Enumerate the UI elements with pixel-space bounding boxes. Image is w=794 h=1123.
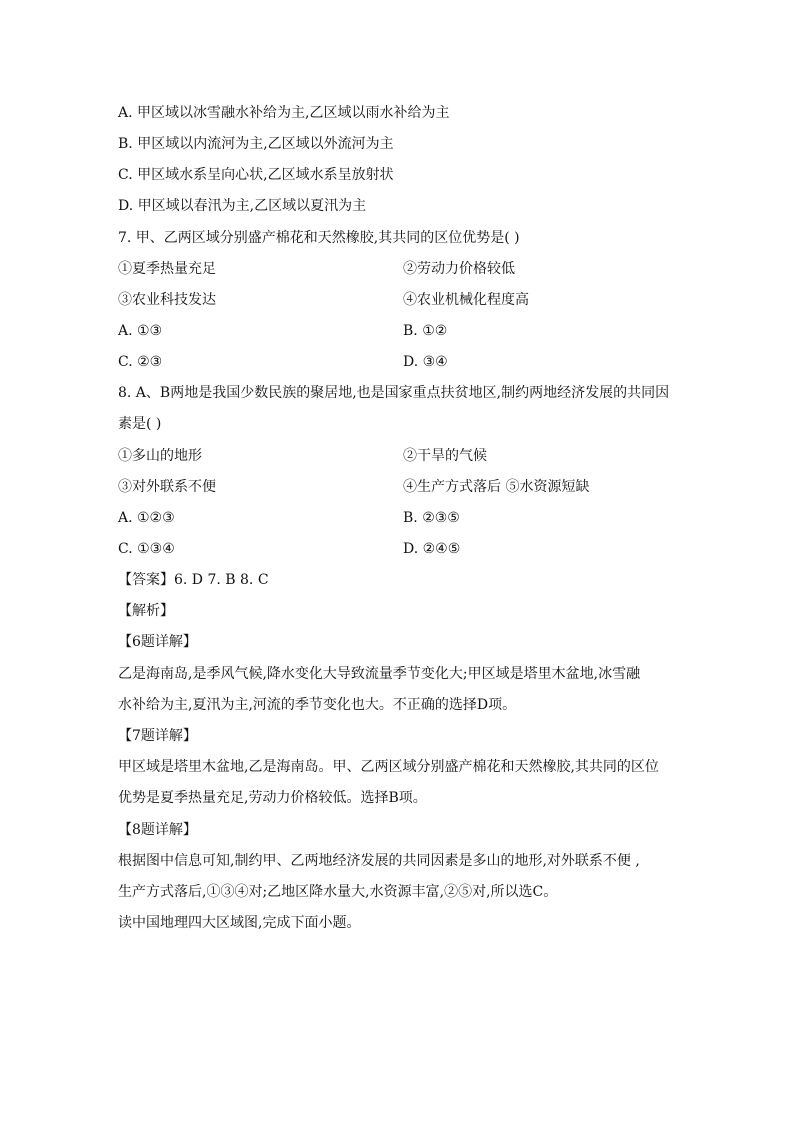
q8-detail-heading: 【8题详解】 xyxy=(118,822,197,838)
q7-detail-line-1: 甲区域是塔里木盆地,乙是海南岛。甲、乙两区域分别盛产棉花和天然橡胶,其共同的区位 xyxy=(118,759,659,775)
q8-item-4-5: ④生产方式落后 ⑤水资源短缺 xyxy=(403,479,590,495)
q7-detail-heading: 【7题详解】 xyxy=(118,728,197,744)
q8-option-d: D. ②④⑤ xyxy=(403,541,461,557)
q8-item-1: ①多山的地形 xyxy=(118,448,202,464)
q6-detail-line-1: 乙是海南岛,是季风气候,降水变化大导致流量季节变化大;甲区域是塔里木盆地,冰雪融 xyxy=(118,666,641,682)
q7-option-b: B. ①② xyxy=(403,323,448,339)
q8-option-b: B. ②③⑤ xyxy=(403,510,460,526)
q6-detail-heading: 【6题详解】 xyxy=(118,634,197,650)
q7-item-4: ④农业机械化程度高 xyxy=(403,292,529,308)
q7-option-d: D. ③④ xyxy=(403,354,448,370)
q8-stem-line-1: 8. A、B两地是我国少数民族的聚居地,也是国家重点扶贫地区,制约两地经济发展的共同因 xyxy=(118,385,670,401)
q8-item-2: ②干旱的气候 xyxy=(403,448,487,464)
q7-stem: 7. 甲、乙两区域分别盛产棉花和天然橡胶,其共同的区位优势是( ) xyxy=(118,230,520,246)
q7-item-3: ③农业科技发达 xyxy=(118,292,216,308)
q6-detail-line-2: 水补给为主,夏汛为主,河流的季节变化也大。不正确的选择D项。 xyxy=(118,697,517,713)
q8-stem-line-2: 素是( ) xyxy=(118,416,162,432)
analysis-heading: 【解析】 xyxy=(118,603,174,619)
q8-option-a: A. ①②③ xyxy=(118,510,175,526)
q6-option-c: C. 甲区域水系呈向心状,乙区域水系呈放射状 xyxy=(118,167,394,183)
q6-option-a: A. 甲区域以冰雪融水补给为主,乙区域以雨水补给为主 xyxy=(118,105,450,121)
next-question-intro: 读中国地理四大区域图,完成下面小题。 xyxy=(118,915,361,931)
q7-item-2: ②劳动力价格较低 xyxy=(403,261,515,277)
answer-line: 【答案】6. D 7. B 8. C xyxy=(118,572,269,588)
q6-option-b: B. 甲区域以内流河为主,乙区域以外流河为主 xyxy=(118,136,394,152)
q8-option-c: C. ①③④ xyxy=(118,541,175,557)
q8-item-3: ③对外联系不便 xyxy=(118,479,216,495)
q7-detail-line-2: 优势是夏季热量充足,劳动力价格较低。选择B项。 xyxy=(118,790,427,806)
q7-item-1: ①夏季热量充足 xyxy=(118,261,216,277)
q8-detail-line-1: 根据图中信息可知,制约甲、乙两地经济发展的共同因素是多山的地形,对外联系不便 , xyxy=(118,853,640,869)
q8-detail-line-2: 生产方式落后,①③④对;乙地区降水量大,水资源丰富,②⑤对,所以选C。 xyxy=(118,884,558,900)
q7-option-a: A. ①③ xyxy=(118,323,163,339)
q7-option-c: C. ②③ xyxy=(118,354,163,370)
q6-option-d: D. 甲区域以春汛为主,乙区域以夏汛为主 xyxy=(118,198,367,214)
